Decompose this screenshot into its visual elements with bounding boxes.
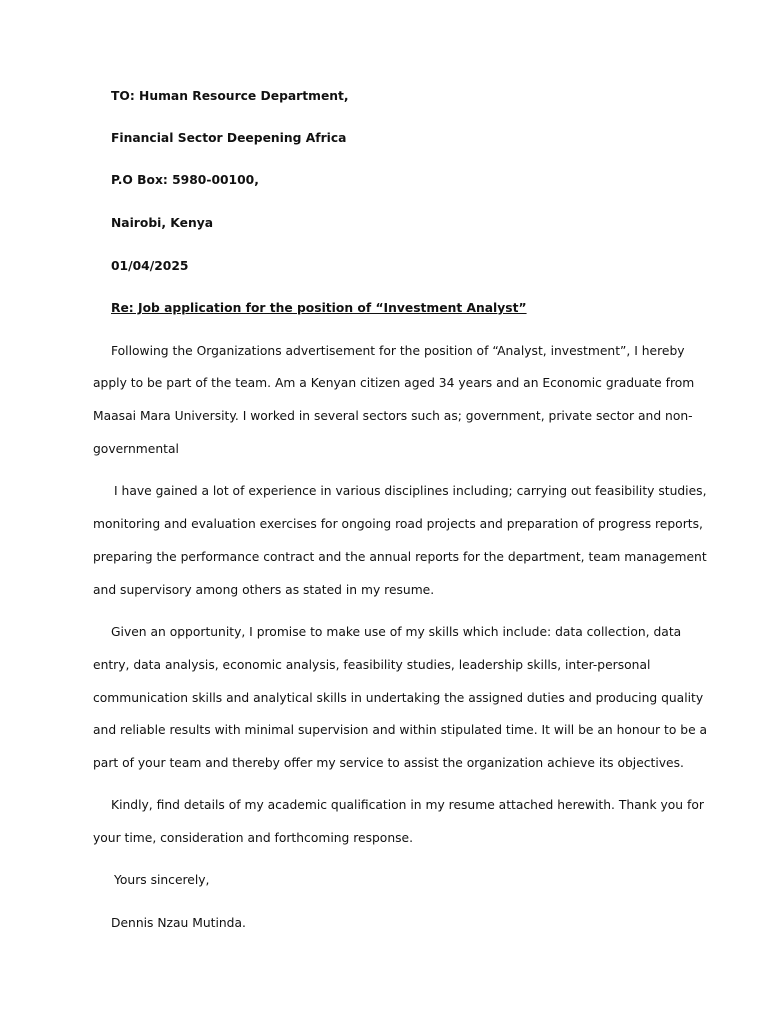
closing-line: Yours sincerely, xyxy=(114,873,210,887)
paragraph-2-line: preparing the performance contract and the annual reports for the department, team management xyxy=(93,550,707,564)
paragraph-2-line: monitoring and evaluation exercises for ongoing road projects and preparation of progress reports, xyxy=(93,517,703,531)
paragraph-3-line: and reliable results with minimal supervision and within stipulated time. It will be an honour to be a xyxy=(93,723,708,737)
organization-line: Financial Sector Deepening Africa xyxy=(111,131,347,145)
signature-line: Dennis Nzau Mutinda. xyxy=(111,916,246,930)
paragraph-4-line: your time, consideration and forthcoming response. xyxy=(93,831,414,845)
paragraph-3-line: part of your team and thereby offer my service to assist the organization achieve its objectives. xyxy=(93,756,684,770)
paragraph-1-line: Following the Organizations advertisement for the position of “Analyst, investment”, I hereby xyxy=(111,344,685,358)
paragraph-4-line: Kindly, find details of my academic qualification in my resume attached herewith. Thank you for xyxy=(111,798,704,812)
paragraph-3-line: entry, data analysis, economic analysis, feasibility studies, leadership skills, inter-personal xyxy=(93,658,651,672)
paragraph-1-line: apply to be part of the team. Am a Kenyan citizen aged 34 years and an Economic graduate from xyxy=(93,376,695,390)
paragraph-3-line: communication skills and analytical skills in undertaking the assigned duties and producing quality xyxy=(93,691,704,705)
city-line: Nairobi, Kenya xyxy=(111,216,214,230)
po-box-line: P.O Box: 5980-00100, xyxy=(111,173,259,187)
subject-line: Re: Job application for the position of “Investment Analyst” xyxy=(111,301,527,315)
recipient-line: TO: Human Resource Department, xyxy=(111,89,349,103)
paragraph-3-line: Given an opportunity, I promise to make use of my skills which include: data collection, data xyxy=(111,625,682,639)
paragraph-1-line: Maasai Mara University. I worked in several sectors such as; government, private sector and non- xyxy=(93,409,693,423)
paragraph-2-line: I have gained a lot of experience in various disciplines including; carrying out feasibility studies, xyxy=(114,484,707,498)
date-line: 01/04/2025 xyxy=(111,259,189,273)
paragraph-1-line: governmental xyxy=(93,442,179,456)
paragraph-2-line: and supervisory among others as stated in my resume. xyxy=(93,583,435,597)
